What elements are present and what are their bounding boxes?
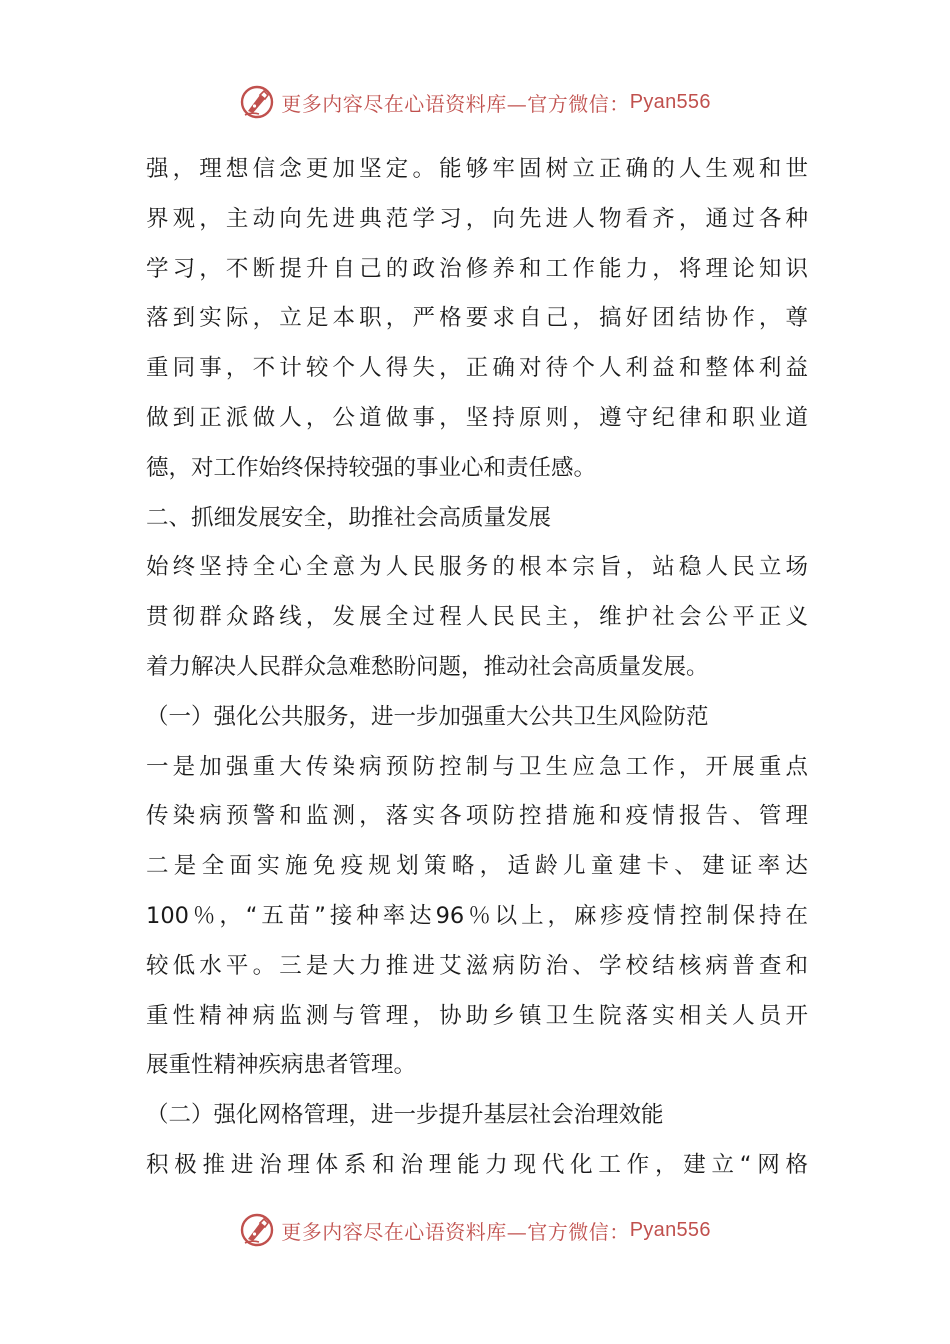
header-banner-text: 更多内容尽在心语资料库—官方微信： (281, 91, 630, 116)
body-line: 做到正派做人，公道做事，坚持原则，遵守纪律和职业道 (146, 404, 808, 431)
body-line: 一是加强重大传染病预防控制与卫生应急工作，开展重点 (146, 753, 808, 780)
footer-wechat-id: Pyan556 (629, 1218, 711, 1241)
body-line: 始终坚持全心全意为人民服务的根本宗旨，站稳人民立场 (146, 554, 808, 581)
body-line: 二是全面实施免疫规划策略，适龄儿童建卡、建证率达 (146, 853, 808, 880)
body-line: 贯彻群众路线，发展全过程人民民主，维护社会公平正义 (146, 604, 808, 631)
section-heading: 二、抓细发展安全，助推社会高质量发展 (146, 504, 552, 531)
header-banner (0, 82, 950, 122)
subsection-heading: （二）强化网格管理，进一步提升基层社会治理效能 (146, 1102, 664, 1129)
body-line: 展重性精神疾病患者管理。 (146, 1052, 417, 1079)
body-line: 较低水平。三是大力推进艾滋病防治、学校结核病普查和 (146, 952, 808, 979)
body-line: 积极推进治理体系和治理能力现代化工作，建立“网格 (146, 1151, 808, 1178)
body-line: 传染病预警和监测，落实各项防控措施和疫情报告、管理 (146, 803, 808, 830)
body-line: 界观，主动向先进典范学习，向先进人物看齐，通过各种 (146, 205, 808, 232)
body-line: 重同事，不计较个人得失，正确对待个人利益和整体利益 (146, 355, 808, 382)
pen-nib-logo-icon (239, 1212, 275, 1248)
body-line: 学习，不断提升自己的政治修养和工作能力，将理论知识 (146, 255, 808, 282)
body-line: 德，对工作始终保持较强的事业心和责任感。 (146, 454, 597, 481)
footer-banner (0, 1210, 950, 1250)
footer-banner-text: 更多内容尽在心语资料库—官方微信： (281, 1219, 630, 1244)
pen-nib-logo-icon (239, 84, 275, 120)
subsection-heading: （一）强化公共服务，进一步加强重大公共卫生风险防范 (146, 703, 709, 730)
body-line: 着力解决人民群众急难愁盼问题，推动社会高质量发展。 (146, 653, 709, 680)
body-line: 强，理想信念更加坚定。能够牢固树立正确的人生观和世 (146, 156, 808, 182)
body-line: 重性精神病监测与管理，协助乡镇卫生院落实相关人员开 (146, 1002, 808, 1029)
document-body (146, 145, 808, 1191)
header-wechat-id: Pyan556 (629, 90, 711, 113)
body-line: 100％，“五苗”接种率达96％以上，麻疹疫情控制保持在 (146, 902, 808, 929)
body-line: 落到实际，立足本职，严格要求自己，搞好团结协作，尊 (146, 305, 808, 332)
